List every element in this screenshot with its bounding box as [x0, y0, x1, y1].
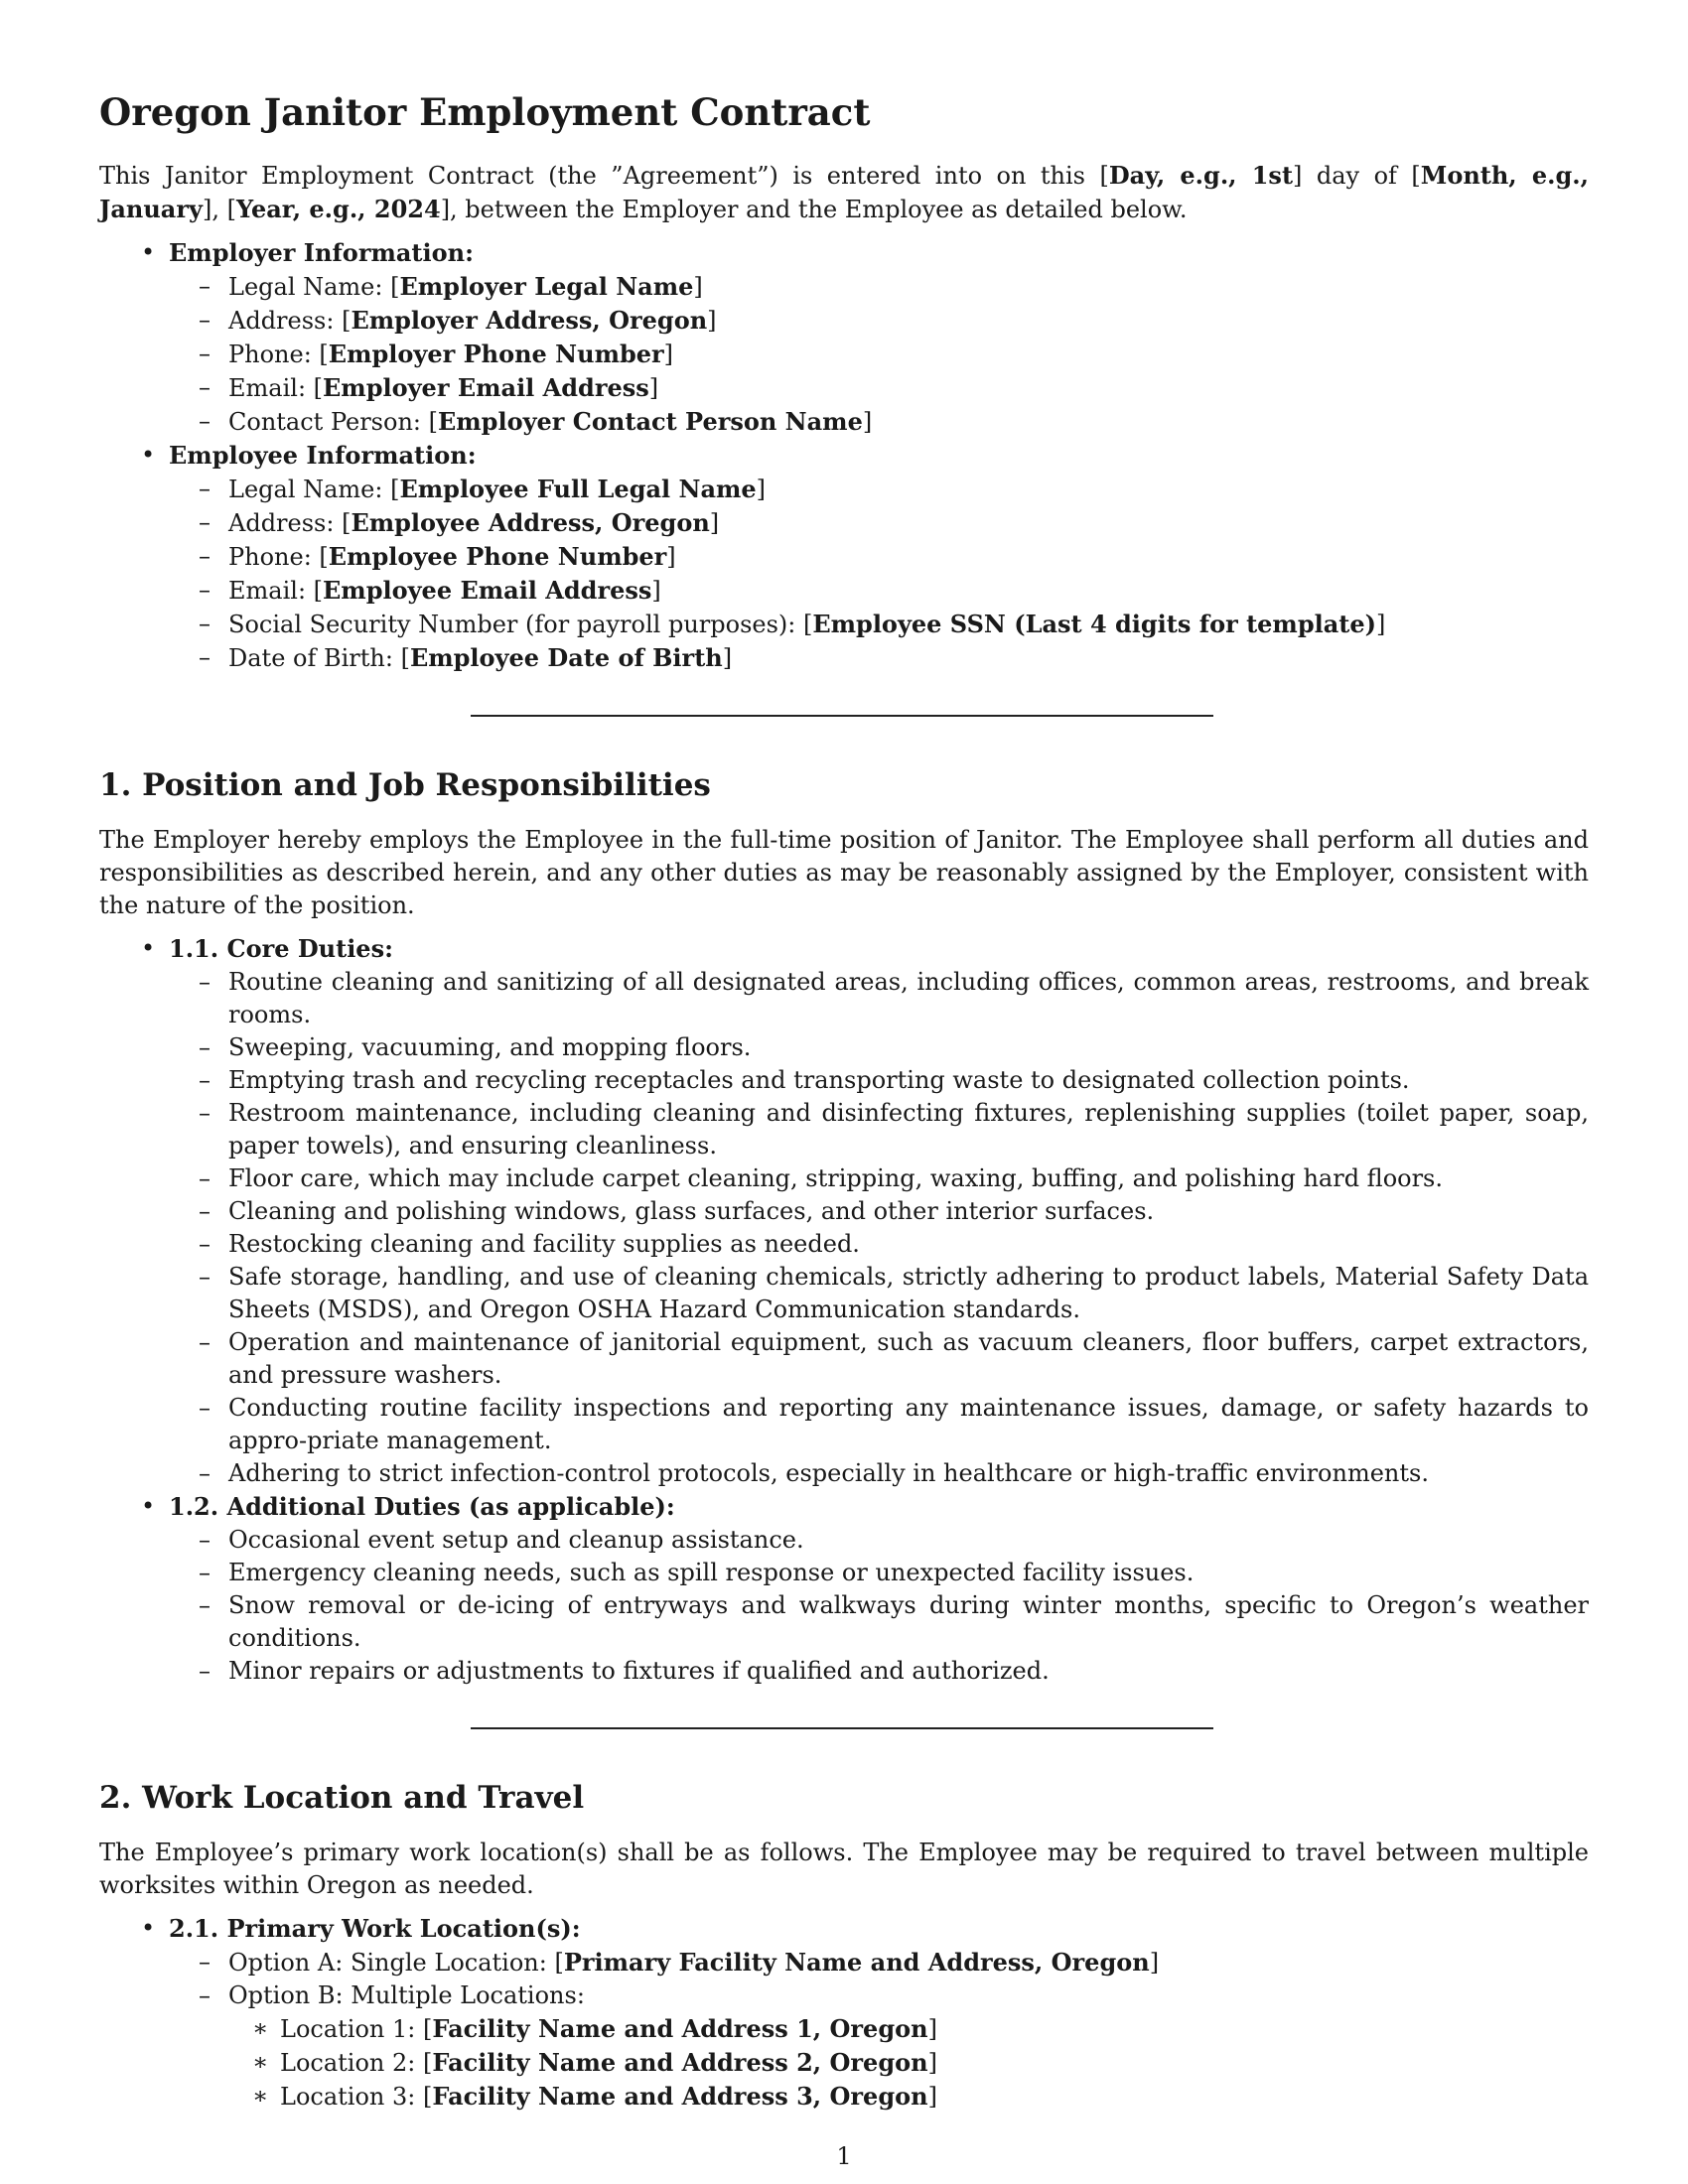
employer-field — [228, 270, 1589, 304]
section-1-paragraph: The Employer hereby employs the Employee in the full-time position of Janitor. The Employee shall perform all duties and responsibilities as described herein, and any other duties as may be reasonably assigned by the Employer, consistent with the nature of the position. — [99, 826, 1589, 919]
employee-field — [228, 608, 1589, 641]
field-value: Employee SSN (Last 4 digits for template) — [812, 610, 1376, 638]
field-label: Date of Birth: [ — [228, 644, 410, 672]
field-value: Facility Name and Address 2, Oregon — [432, 2048, 928, 2077]
intro-text: ], between the Employer and the Employee as detailed below. — [440, 196, 1188, 223]
duty-item: – Operation and maintenance of janitorial equipment, such as vacuum cleaners, floor buffers, carpet extractors, and pressure washers. — [228, 1326, 1589, 1392]
field-value: Employee Date of Birth — [409, 643, 723, 672]
field-bracket: ] — [693, 273, 703, 301]
field-value: Primary Facility Name and Address, Oregon — [563, 1948, 1150, 1977]
field-value: Employee Email Address — [323, 576, 652, 605]
section-divider — [471, 1727, 1213, 1729]
field-label: Phone: [ — [228, 543, 329, 571]
field-value: Employer Contact Person Name — [437, 407, 863, 436]
field-bracket: ] — [663, 341, 674, 368]
employee-field — [228, 641, 1589, 675]
location-item — [280, 2012, 1589, 2046]
employee-info — [169, 439, 1589, 675]
employer-field — [228, 371, 1589, 405]
year-placeholder: Year, e.g., 2024 — [235, 195, 441, 223]
field-value: Employee Address, Oregon — [351, 508, 710, 537]
employer-field — [228, 405, 1589, 439]
location-item — [280, 2080, 1589, 2114]
core-duties-heading: 1.1. Core Duties: — [169, 934, 393, 963]
parties-list — [99, 236, 1589, 675]
field-bracket: ] — [927, 2083, 937, 2111]
option-b — [228, 1979, 1589, 2114]
field-value: Facility Name and Address 3, Oregon — [432, 2082, 928, 2111]
field-value: Employee Full Legal Name — [399, 475, 757, 503]
section-2-heading: 2. Work Location and Travel — [99, 1780, 585, 1816]
field-value: Employer Email Address — [323, 373, 649, 402]
section-2-list — [99, 1912, 1589, 2114]
employee-field — [228, 574, 1589, 608]
field-bracket: ] — [709, 509, 720, 537]
employer-field — [228, 338, 1589, 371]
field-bracket: ] — [651, 577, 661, 605]
field-label: Legal Name: [ — [228, 476, 400, 503]
primary-work-locations — [169, 1912, 1589, 2114]
intro-text: ], [ — [202, 196, 236, 223]
duty-item: – Adhering to strict infection-control protocols, especially in healthcare or high-traffic environments. — [228, 1457, 1589, 1490]
duty-item: – Restroom maintenance, including cleaning and disinfecting fixtures, replenishing supplies (toilet paper, soap, paper towels), and ensuring cleanliness. — [228, 1097, 1589, 1162]
field-bracket: ] — [756, 476, 767, 503]
section-divider — [471, 715, 1213, 717]
core-duties — [169, 932, 1589, 1490]
section-2-paragraph: The Employee’s primary work location(s) shall be as follows. The Employee may be required to travel between multiple worksites within Oregon as needed. — [99, 1839, 1589, 1899]
duty-item: – Conducting routine facility inspections and reporting any maintenance issues, damage, or safety hazards to appro-priate management. — [228, 1392, 1589, 1457]
field-value: Employee Phone Number — [328, 542, 667, 571]
employee-fields — [169, 473, 1589, 675]
employer-info — [169, 236, 1589, 439]
field-label: Legal Name: [ — [228, 273, 400, 301]
duty-item: – Routine cleaning and sanitizing of all designated areas, including offices, common areas, restrooms, and break rooms. — [228, 966, 1589, 1031]
field-label: Address: [ — [228, 307, 352, 335]
field-label: Contact Person: [ — [228, 408, 438, 436]
document-title: Oregon Janitor Employment Contract — [99, 90, 871, 134]
additional-duties — [169, 1490, 1589, 1688]
duty-item: – Sweeping, vacuuming, and mopping floors. — [228, 1031, 1589, 1064]
duty-item: – Snow removal or de-icing of entryways and walkways during winter months, specific to Oregon’s weather conditions. — [228, 1589, 1589, 1655]
duty-item: – Safe storage, handling, and use of cleaning chemicals, strictly adhering to product labels, Material Safety Data Sheets (MSDS), and Oregon OSHA Hazard Communication standards. — [228, 1261, 1589, 1326]
duty-item: – Emergency cleaning needs, such as spill response or unexpected facility issues. — [228, 1557, 1589, 1589]
field-label: Option A: Single Location: [ — [228, 1949, 564, 1977]
field-value: Facility Name and Address 1, Oregon — [432, 2014, 928, 2043]
day-placeholder: Day, e.g., 1st — [1108, 161, 1294, 190]
employer-heading: Employer Information: — [169, 238, 474, 267]
page-number: 1 — [836, 2142, 852, 2170]
intro-paragraph — [99, 159, 1589, 226]
multiple-locations-list — [228, 2012, 1589, 2114]
field-label: Social Security Number (for payroll purposes): [ — [228, 611, 813, 638]
duty-item: – Emptying trash and recycling receptacles and transporting waste to designated collection points. — [228, 1064, 1589, 1097]
employer-fields — [169, 270, 1589, 439]
field-bracket: ] — [927, 2015, 937, 2043]
field-label: Location 2: [ — [280, 2049, 433, 2077]
employee-heading: Employee Information: — [169, 441, 477, 470]
field-value: Employer Phone Number — [328, 340, 664, 368]
field-label: Location 3: [ — [280, 2083, 433, 2111]
intro-text: ] day of [ — [1293, 162, 1421, 190]
month-placeholder: Month, e.g., January — [99, 161, 1589, 223]
field-bracket: ] — [722, 644, 733, 672]
duty-item: – Floor care, which may include carpet cleaning, stripping, waxing, buffing, and polishing hard floors. — [228, 1162, 1589, 1195]
employee-field — [228, 506, 1589, 540]
duty-item: – Cleaning and polishing windows, glass surfaces, and other interior surfaces. — [228, 1195, 1589, 1228]
location-options — [169, 1946, 1589, 2114]
section-1-heading: 1. Position and Job Responsibilities — [99, 767, 711, 803]
field-label: Location 1: [ — [280, 2015, 433, 2043]
intro-text: This Janitor Employment Contract (the ”Agreement”) is entered into on this [ — [99, 162, 1109, 190]
primary-locations-heading: 2.1. Primary Work Location(s): — [169, 1914, 581, 1943]
option-a — [228, 1946, 1589, 1979]
field-label: Email: [ — [228, 577, 324, 605]
additional-duties-heading: 1.2. Additional Duties (as applicable): — [169, 1492, 675, 1521]
duty-item: – Minor repairs or adjustments to fixtures if qualified and authorized. — [228, 1655, 1589, 1688]
field-bracket: ] — [1376, 611, 1386, 638]
location-item — [280, 2046, 1589, 2080]
field-label: Email: [ — [228, 374, 324, 402]
employee-field — [228, 540, 1589, 574]
core-duties-list — [169, 966, 1589, 1490]
duty-item: – Restocking cleaning and facility supplies as needed. — [228, 1228, 1589, 1261]
field-bracket: ] — [648, 374, 659, 402]
field-bracket: ] — [666, 543, 676, 571]
field-bracket: ] — [927, 2049, 937, 2077]
additional-duties-list — [169, 1524, 1589, 1688]
field-bracket: ] — [1149, 1949, 1160, 1977]
field-value: Employer Legal Name — [399, 272, 694, 301]
field-label: Address: [ — [228, 509, 352, 537]
employer-field — [228, 304, 1589, 338]
field-bracket: ] — [707, 307, 717, 335]
duty-item: – Occasional event setup and cleanup assistance. — [228, 1524, 1589, 1557]
document-content — [99, 87, 1589, 2114]
section-1-list — [99, 932, 1589, 1688]
field-bracket: ] — [862, 408, 873, 436]
field-label: Phone: [ — [228, 341, 329, 368]
field-label: Option B: Multiple Locations: — [228, 1981, 585, 2009]
employee-field — [228, 473, 1589, 506]
field-value: Employer Address, Oregon — [351, 306, 708, 335]
